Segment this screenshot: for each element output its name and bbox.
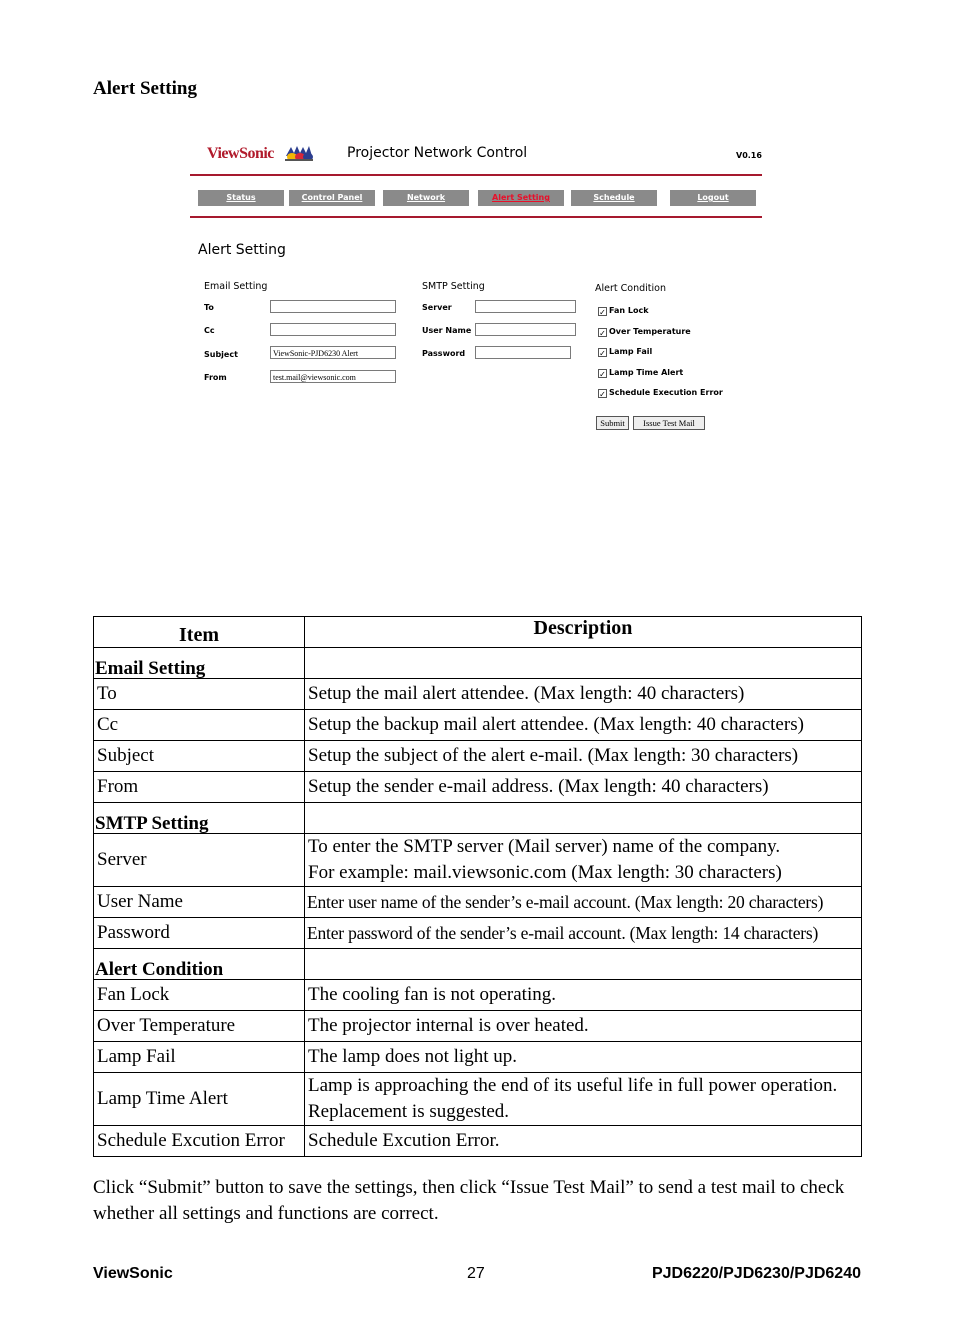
item-schedule-error: Schedule Excution Error (94, 1126, 305, 1157)
to-input[interactable] (270, 300, 396, 313)
desc-lamp-time-alert-line1: Lamp is approaching the end of its useful life in full power operation. (308, 1075, 838, 1096)
to-label: To (204, 303, 214, 312)
nav-logout[interactable]: Logout (670, 190, 756, 206)
lamp-fail-checkbox[interactable]: ✓ (599, 349, 606, 358)
item-over-temperature: Over Temperature (94, 1011, 305, 1042)
from-input[interactable]: test.mail@viewsonic.com (270, 370, 396, 383)
desc-schedule-error: Schedule Excution Error. (305, 1126, 862, 1157)
page-heading: Alert Setting (198, 242, 286, 258)
desc-server (305, 834, 862, 887)
issue-test-mail-button[interactable]: Issue Test Mail (633, 416, 705, 430)
desc-cc: Setup the backup mail alert attendee. (Max length: 40 characters) (305, 710, 862, 741)
item-password: Password (94, 918, 305, 949)
lamp-time-alert-label: Lamp Time Alert (609, 368, 684, 377)
item-lamp-time-alert: Lamp Time Alert (94, 1073, 305, 1126)
over-temperature-checkbox[interactable]: ✓ (599, 329, 606, 338)
item-fan-lock: Fan Lock (94, 980, 305, 1011)
nav-schedule[interactable]: Schedule (571, 190, 657, 206)
item-from: From (94, 772, 305, 803)
cc-input[interactable] (270, 323, 396, 336)
header-divider (190, 174, 762, 176)
group-alert-condition: Alert Condition (94, 949, 305, 980)
item-subject: Subject (94, 741, 305, 772)
username-input[interactable] (475, 323, 576, 336)
nav-status[interactable]: Status (198, 190, 284, 206)
desc-lamp-time-alert (305, 1073, 862, 1126)
desc-server-line2: For example: mail.viewsonic.com (Max length: 30 characters) (308, 862, 782, 883)
nav-control-panel[interactable]: Control Panel (289, 190, 375, 206)
password-label: Password (422, 349, 466, 358)
nav-alert-setting[interactable]: Alert Setting (478, 190, 564, 206)
desc-server-line1: To enter the SMTP server (Mail server) name of the company. (308, 836, 781, 857)
app-title: Projector Network Control (347, 145, 528, 161)
from-label: From (204, 373, 227, 382)
username-label: User Name (422, 326, 472, 335)
footnote: Click “Submit” button to save the settings, then click “Issue Test Mail” to send a test mail to check whether all settings and functions are correct. (93, 1177, 845, 1224)
nav-bar (198, 190, 758, 206)
item-to: To (94, 679, 305, 710)
desc-lamp-fail: The lamp does not light up. (305, 1042, 862, 1073)
desc-user-name: Enter user name of the sender’s e-mail account. (Max length: 20 characters) (305, 887, 862, 918)
section-title: Alert Setting (93, 78, 197, 99)
version-label: V0.16 (736, 151, 762, 160)
desc-to: Setup the mail alert attendee. (Max length: 40 characters) (305, 679, 862, 710)
viewsonic-logo: ViewSonic (207, 145, 274, 162)
nav-network[interactable]: Network (383, 190, 469, 206)
item-user-name: User Name (94, 887, 305, 918)
email-setting-title: Email Setting (204, 281, 268, 292)
header-item: Item (94, 617, 305, 648)
header-description: Description (305, 617, 862, 648)
footer-brand: ViewSonic (93, 1265, 173, 1282)
server-label: Server (422, 303, 452, 312)
group-smtp-setting: SMTP Setting (94, 803, 305, 834)
subject-label: Subject (204, 350, 238, 359)
submit-button[interactable]: Submit (596, 416, 629, 430)
desc-fan-lock: The cooling fan is not operating. (305, 980, 862, 1011)
alert-setting-screenshot (190, 135, 762, 445)
cc-label: Cc (204, 326, 215, 335)
over-temperature-label: Over Temperature (609, 327, 691, 336)
group-email-setting: Email Setting (94, 648, 305, 679)
item-cc: Cc (94, 710, 305, 741)
desc-lamp-time-alert-line2: Replacement is suggested. (308, 1101, 510, 1122)
fan-lock-checkbox[interactable]: ✓ (599, 308, 606, 317)
footer-models: PJD6220/PJD6230/PJD6240 (651, 1265, 861, 1282)
subject-input[interactable]: ViewSonic-PJD6230 Alert (270, 346, 396, 359)
password-input[interactable] (475, 346, 571, 359)
item-lamp-fail: Lamp Fail (94, 1042, 305, 1073)
page-number: 27 (467, 1265, 485, 1282)
desc-password: Enter password of the sender’s e-mail account. (Max length: 14 characters) (305, 918, 862, 949)
smtp-setting-title: SMTP Setting (422, 281, 485, 292)
desc-subject: Setup the subject of the alert e-mail. (Max length: 30 characters) (305, 741, 862, 772)
item-server: Server (94, 834, 305, 887)
desc-from: Setup the sender e-mail address. (Max length: 40 characters) (305, 772, 862, 803)
lamp-time-alert-checkbox[interactable]: ✓ (599, 370, 606, 379)
description-table (93, 616, 862, 1157)
nav-divider (190, 216, 762, 218)
lamp-fail-label: Lamp Fail (609, 347, 653, 356)
server-input[interactable] (475, 300, 576, 313)
desc-over-temperature: The projector internal is over heated. (305, 1011, 862, 1042)
fan-lock-label: Fan Lock (609, 306, 649, 315)
viewsonic-birds-icon (284, 144, 314, 164)
alert-condition-title: Alert Condition (595, 283, 666, 294)
schedule-error-label: Schedule Execution Error (609, 388, 723, 397)
schedule-error-checkbox[interactable]: ✓ (599, 390, 606, 399)
